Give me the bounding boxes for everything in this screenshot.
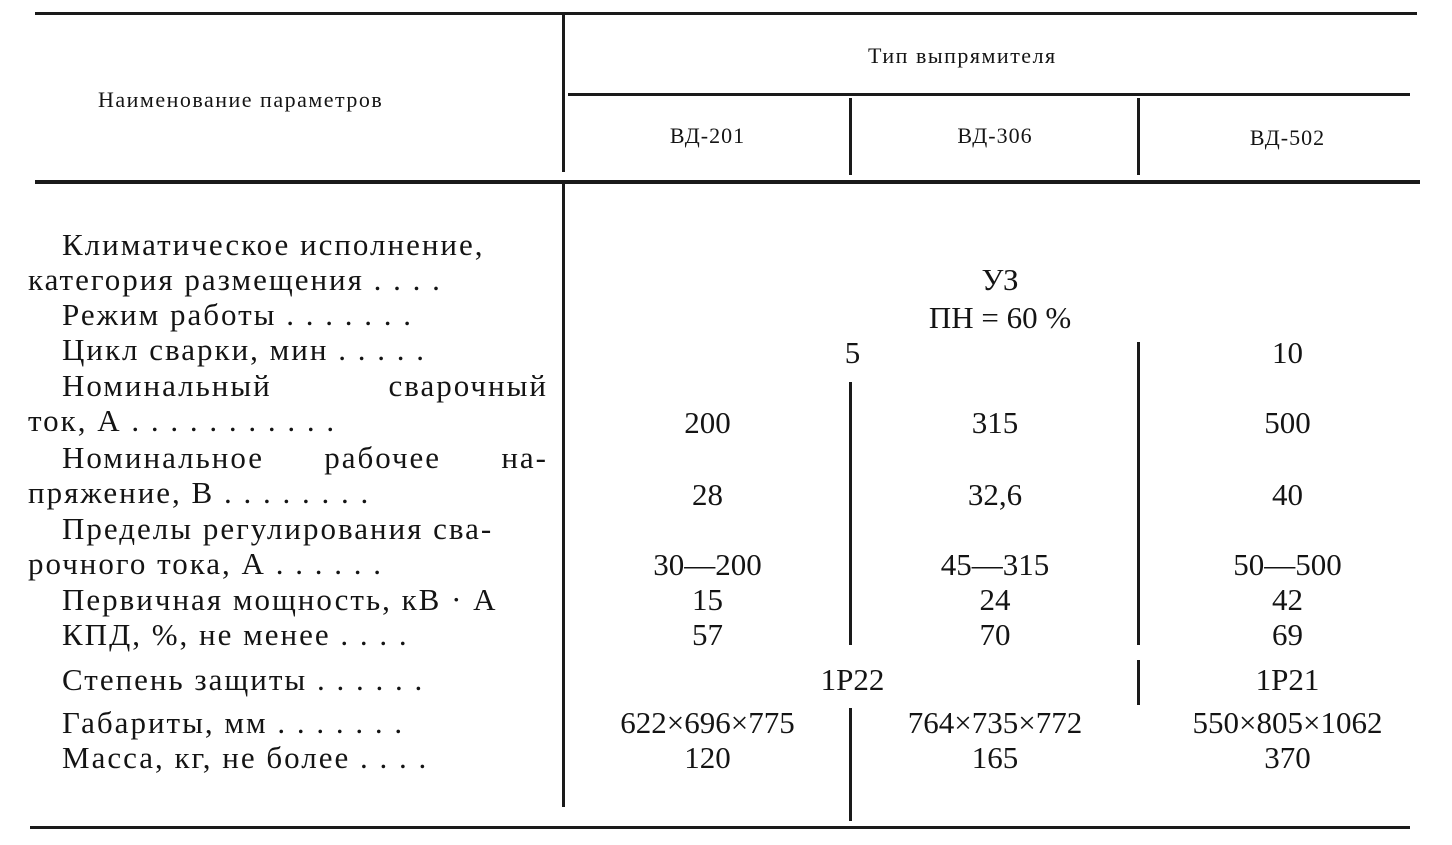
- value-dimensions-vd502: 550×805×1062: [1192, 705, 1383, 740]
- value-mass-vd502: 370: [1264, 740, 1311, 775]
- row-label-efficiency: КПД, %, не менее . . . .: [62, 617, 409, 652]
- column-header-vd201: ВД-201: [669, 123, 746, 148]
- row-label-power: Первичная мощность, кВ · А: [62, 582, 498, 617]
- value-cycle-vd201-vd306: 5: [844, 335, 861, 370]
- value-cycle-vd502: 10: [1272, 335, 1303, 370]
- value-current-vd306: 315: [971, 405, 1019, 440]
- row-label-cycle: Цикл сварки, мин . . . . .: [62, 332, 426, 367]
- value-mass-vd306: 165: [971, 740, 1019, 775]
- value-range-vd201: 30—200: [653, 547, 762, 582]
- value-voltage-vd502: 40: [1272, 477, 1303, 512]
- value-dimensions-vd201: 622×696×775: [620, 705, 795, 740]
- value-dimensions-vd306: 764×735×772: [907, 705, 1083, 740]
- row-label-mass: Масса, кг, не более . . . .: [62, 740, 429, 775]
- value-protection-vd502: 1Р21: [1255, 662, 1320, 697]
- value-current-vd201: 200: [684, 405, 731, 440]
- row-label-climate: [28, 227, 548, 297]
- label-line: Климатическое исполнение,: [62, 227, 485, 262]
- column-header-vd306: ВД-306: [957, 123, 1033, 148]
- value-voltage-vd201: 28: [692, 477, 723, 512]
- value-climate: УЗ: [981, 262, 1019, 297]
- value-mode: ПН = 60 %: [928, 300, 1072, 335]
- value-mass-vd201: 120: [684, 740, 731, 775]
- column-header-vd502: ВД-502: [1249, 125, 1326, 150]
- bottom-rule: [30, 826, 1410, 829]
- value-protection-vd201-vd306: 1Р22: [820, 662, 885, 697]
- value-efficiency-vd306: 70: [979, 617, 1011, 652]
- row-label-dimensions: Габариты, мм . . . . . . .: [62, 705, 405, 740]
- row-label-current: Номинальный сварочный ток, А . . . . . . . . . . .: [28, 368, 548, 438]
- row-label-voltage: Номинальное рабочее на- пряжение, В . . . . . . . .: [28, 440, 548, 510]
- value-power-vd306: 24: [979, 582, 1011, 617]
- label-line: категория размещения . . . .: [28, 262, 442, 297]
- value-power-vd502: 42: [1272, 582, 1303, 617]
- rectifier-type-title: Тип выпрямителя: [868, 43, 1057, 68]
- param-column-title: Наименование параметров: [98, 87, 384, 112]
- value-voltage-vd306: 32,6: [967, 477, 1023, 512]
- row-label-protection: Степень защиты . . . . . .: [62, 662, 425, 697]
- row-label-mode: Режим работы . . . . . . .: [62, 297, 413, 332]
- type-subheader-rule: [568, 93, 1410, 96]
- header-bottom-rule: [35, 180, 1420, 184]
- top-rule: [35, 12, 1417, 15]
- value-efficiency-vd502: 69: [1272, 617, 1303, 652]
- value-range-vd306: 45—315: [940, 547, 1050, 582]
- row-label-current-range: Пределы регулирования сва- рочного тока, А . . . . . .: [28, 511, 494, 581]
- value-efficiency-vd201: 57: [692, 617, 723, 652]
- value-current-vd502: 500: [1264, 405, 1311, 440]
- value-range-vd502: 50—500: [1233, 547, 1342, 582]
- value-power-vd201: 15: [692, 582, 723, 617]
